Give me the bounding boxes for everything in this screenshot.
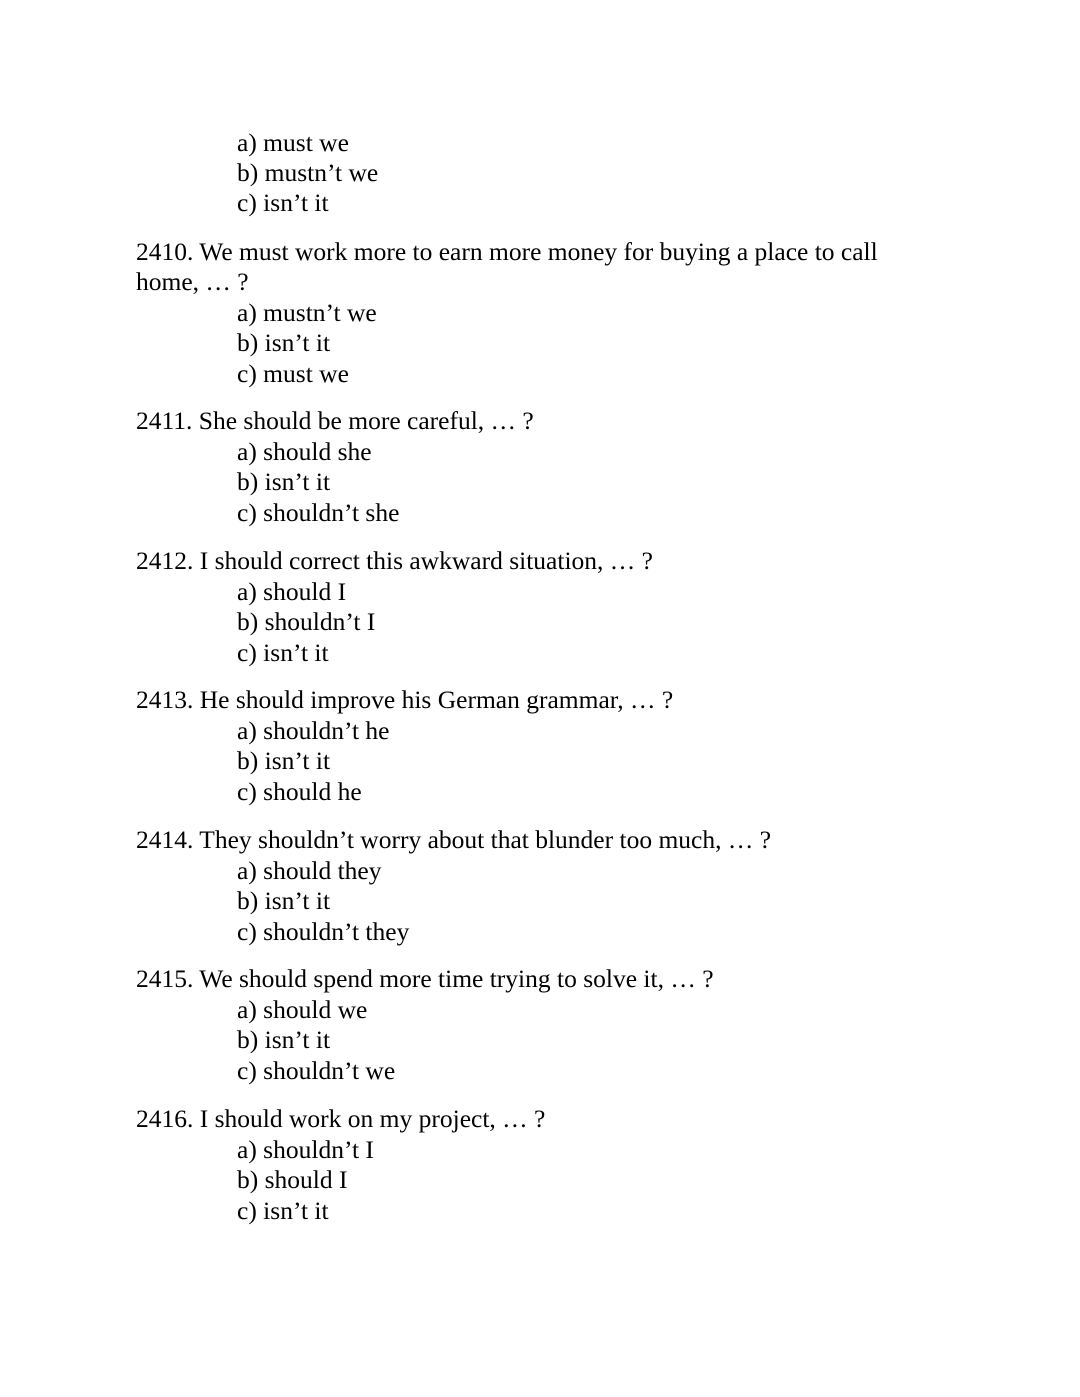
option: a) should she: [237, 437, 372, 466]
option: c) must we: [237, 359, 349, 388]
option: c) isn’t it: [237, 1196, 329, 1225]
option: a) should they: [237, 856, 382, 885]
question-2412: 2412. I should correct this awkward situation, … ?: [136, 546, 653, 575]
option: a) should I: [237, 577, 347, 606]
option: b) shouldn’t I: [237, 607, 376, 636]
option: b) isn’t it: [237, 886, 331, 915]
option: c) should he: [237, 777, 362, 806]
option: b) isn’t it: [237, 746, 331, 775]
option: c) isn’t it: [237, 188, 329, 217]
option: b) mustn’t we: [237, 158, 379, 187]
question-2414: 2414. They shouldn’t worry about that blunder too much, … ?: [136, 825, 772, 854]
option: c) isn’t it: [237, 638, 329, 667]
question-2410-cont: home, … ?: [136, 267, 249, 296]
question-2410: 2410. We must work more to earn more money for buying a place to call: [136, 237, 878, 266]
option: a) should we: [237, 995, 368, 1024]
question-2416: 2416. I should work on my project, … ?: [136, 1104, 546, 1133]
option: a) must we: [237, 128, 349, 157]
question-2413: 2413. He should improve his German grammar, … ?: [136, 685, 674, 714]
question-2415: 2415. We should spend more time trying to solve it, … ?: [136, 964, 714, 993]
option: b) isn’t it: [237, 328, 331, 357]
option: b) isn’t it: [237, 1025, 331, 1054]
option: c) shouldn’t she: [237, 498, 400, 527]
question-2411: 2411. She should be more careful, … ?: [136, 406, 534, 435]
option: b) should I: [237, 1165, 348, 1194]
option: a) shouldn’t he: [237, 716, 390, 745]
option: c) shouldn’t we: [237, 1056, 396, 1085]
option: a) shouldn’t I: [237, 1135, 374, 1164]
option: a) mustn’t we: [237, 298, 377, 327]
option: c) shouldn’t they: [237, 917, 410, 946]
option: b) isn’t it: [237, 467, 331, 496]
